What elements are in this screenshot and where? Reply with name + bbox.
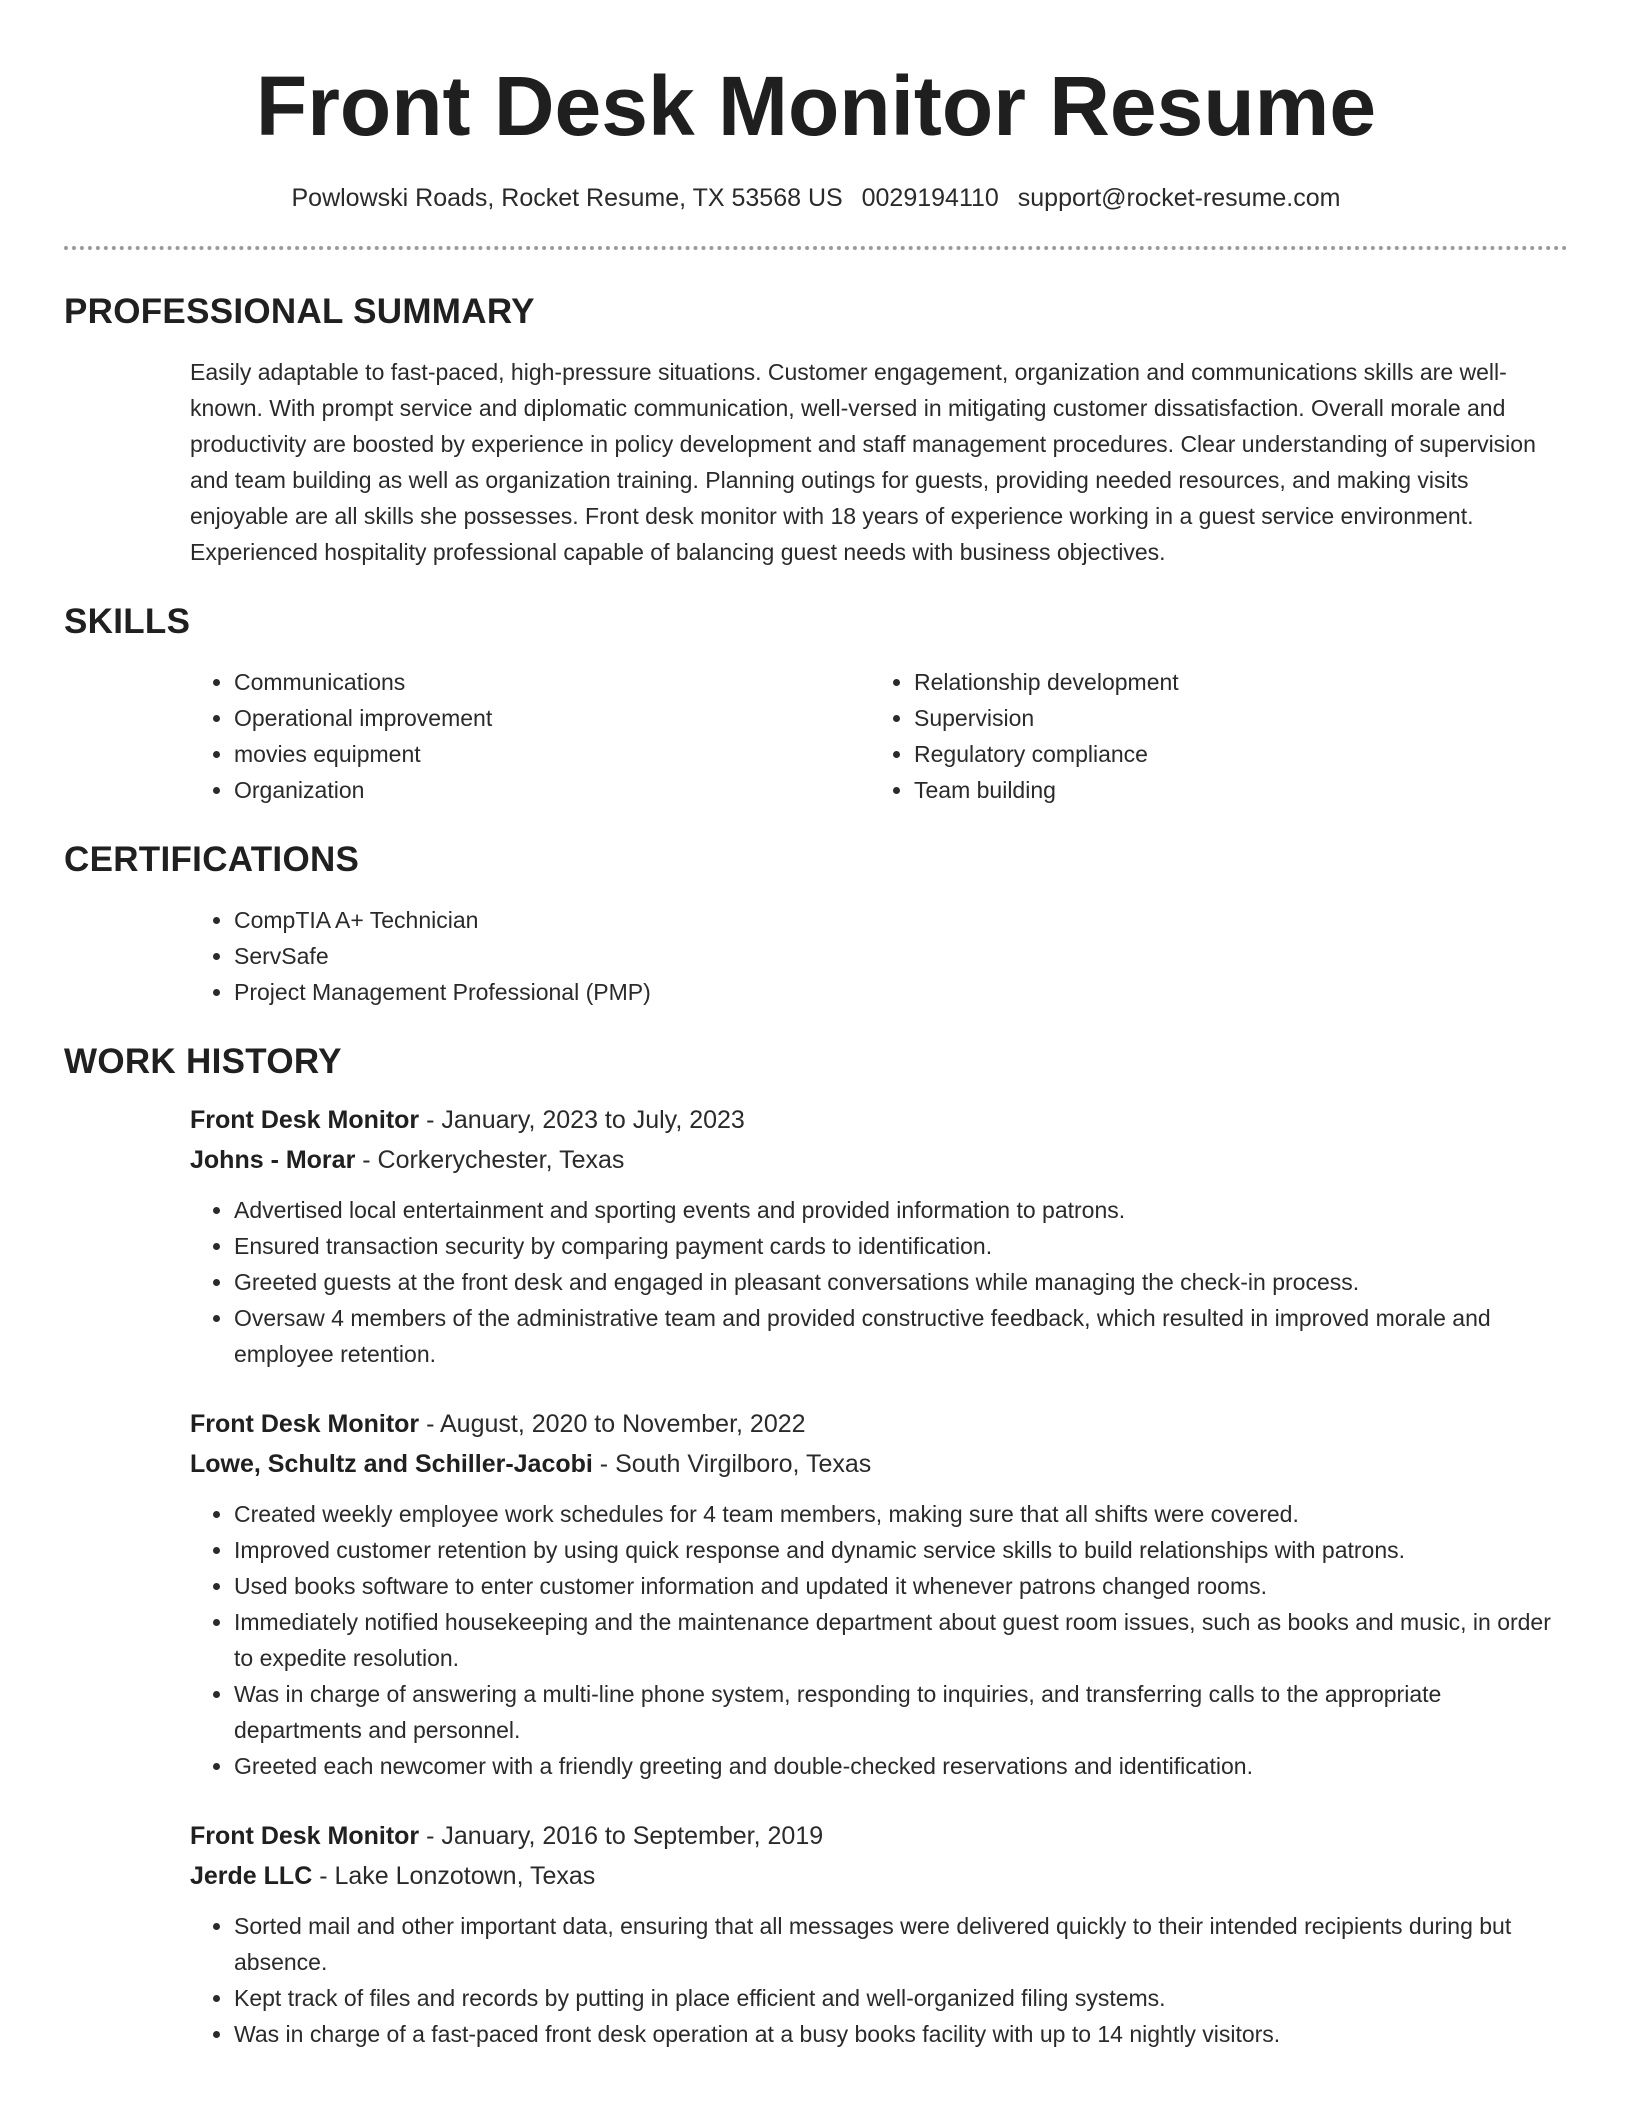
certification-item: • ServSafe [234,938,1568,974]
job-title: Front Desk Monitor [190,1822,420,1850]
skill-item: • Supervision [914,700,1550,736]
job-location: - Lake Lonzotown, Texas [312,1862,596,1890]
skill-item: • Relationship development [914,664,1550,700]
resume-title: Front Desk Monitor Resume [255,59,1377,153]
job-company: Lowe, Schultz and Schiller-Jacobi [190,1450,593,1478]
skills-column-left [190,664,870,808]
job-location: - Corkerychester, Texas [355,1146,625,1174]
job-company-line [190,1856,1568,1896]
job-company: Jerde LLC [190,1862,313,1890]
job-entry [190,1404,1568,1784]
job-entry [190,1100,1568,1372]
contact-line [64,182,1568,214]
summary-text: Easily adaptable to fast-paced, high-pressure situations. Customer engagement, organization and communications skills are well-known. With prompt service and diplomatic communication, well-versed in mitigating customer dissatisfaction. Overall morale and productivity are boosted by experience in policy development and staff management procedures. Clear understanding of supervision and team building as well as organization training. Planning outings for guests, providing needed resources, and making visits enjoyable are all skills she possesses. Front desk monitor with 18 years of experience working in a guest service environment. Experienced hospitality professional capable of balancing guest needs with business objectives. [190,359,1536,565]
job-company-line [190,1444,1568,1484]
job-company: Johns - Morar [190,1146,356,1174]
certification-item: • Project Management Professional (PMP) [234,974,1568,1010]
contact-address: Powlowski Roads, Rocket Resume, TX 53568 US [291,184,843,212]
job-title-line [190,1100,1568,1140]
job-bullet: • Greeted each newcomer with a friendly greeting and double-checked reservations and identification. [234,1748,1568,1784]
resume-page [64,0,1568,2052]
skills-heading: SKILLS [64,602,191,641]
skill-item: • Team building [914,772,1550,808]
certifications-heading: CERTIFICATIONS [64,840,360,879]
job-title: Front Desk Monitor [190,1410,420,1438]
skill-item: • Operational improvement [234,700,870,736]
job-bullet: • Was in charge of a fast-paced front desk operation at a busy books facility with up to 14 nightly visitors. [234,2016,1568,2052]
job-bullet: • Greeted guests at the front desk and engaged in pleasant conversations while managing the check-in process. [234,1264,1568,1300]
summary-section [64,290,1568,570]
summary-heading: PROFESSIONAL SUMMARY [64,292,535,331]
skills-section [64,600,1568,808]
certifications-section [64,838,1568,1010]
job-bullet: • Immediately notified housekeeping and the maintenance department about guest room issues, such as books and music, in order to expedite resolution. [234,1604,1568,1676]
skill-item: • movies equipment [234,736,870,772]
job-title-line [190,1816,1568,1856]
work-history-section [64,1040,1568,2052]
job-title-line [190,1404,1568,1444]
job-bullet: • Was in charge of answering a multi-line phone system, responding to inquiries, and transferring calls to the appropriate departments and personnel. [234,1676,1568,1748]
job-bullet: • Ensured transaction security by comparing payment cards to identification. [234,1228,1568,1264]
job-bullet: • Kept track of files and records by putting in place efficient and well-organized filing systems. [234,1980,1568,2016]
job-dates: - January, 2016 to September, 2019 [419,1822,824,1850]
job-company-line [190,1140,1568,1180]
header-divider [64,246,1568,250]
skills-column-right [870,664,1550,808]
job-bullet: • Created weekly employee work schedules for 4 team members, making sure that all shifts were covered. [234,1496,1568,1532]
job-title: Front Desk Monitor [190,1106,420,1134]
job-bullet: • Used books software to enter customer information and updated it whenever patrons changed rooms. [234,1568,1568,1604]
work-history-heading: WORK HISTORY [64,1042,342,1081]
skill-item: • Regulatory compliance [914,736,1550,772]
contact-phone: 0029194110 [861,184,999,212]
job-entry [190,1816,1568,2052]
skill-item: • Organization [234,772,870,808]
job-bullet: • Oversaw 4 members of the administrative team and provided constructive feedback, which resulted in improved morale and employee retention. [234,1300,1568,1372]
skill-item: • Communications [234,664,870,700]
certification-item: • CompTIA A+ Technician [234,902,1568,938]
job-bullet: • Improved customer retention by using quick response and dynamic service skills to build relationships with patrons. [234,1532,1568,1568]
job-dates: - August, 2020 to November, 2022 [419,1410,806,1438]
job-bullet: • Advertised local entertainment and sporting events and provided information to patrons. [234,1192,1568,1228]
job-bullet: • Sorted mail and other important data, ensuring that all messages were delivered quickly to their intended recipients during but absence. [234,1908,1568,1980]
job-dates: - January, 2023 to July, 2023 [419,1106,745,1134]
contact-email[interactable]: support@rocket-resume.com [1017,184,1341,212]
job-location: - South Virgilboro, Texas [592,1450,872,1478]
